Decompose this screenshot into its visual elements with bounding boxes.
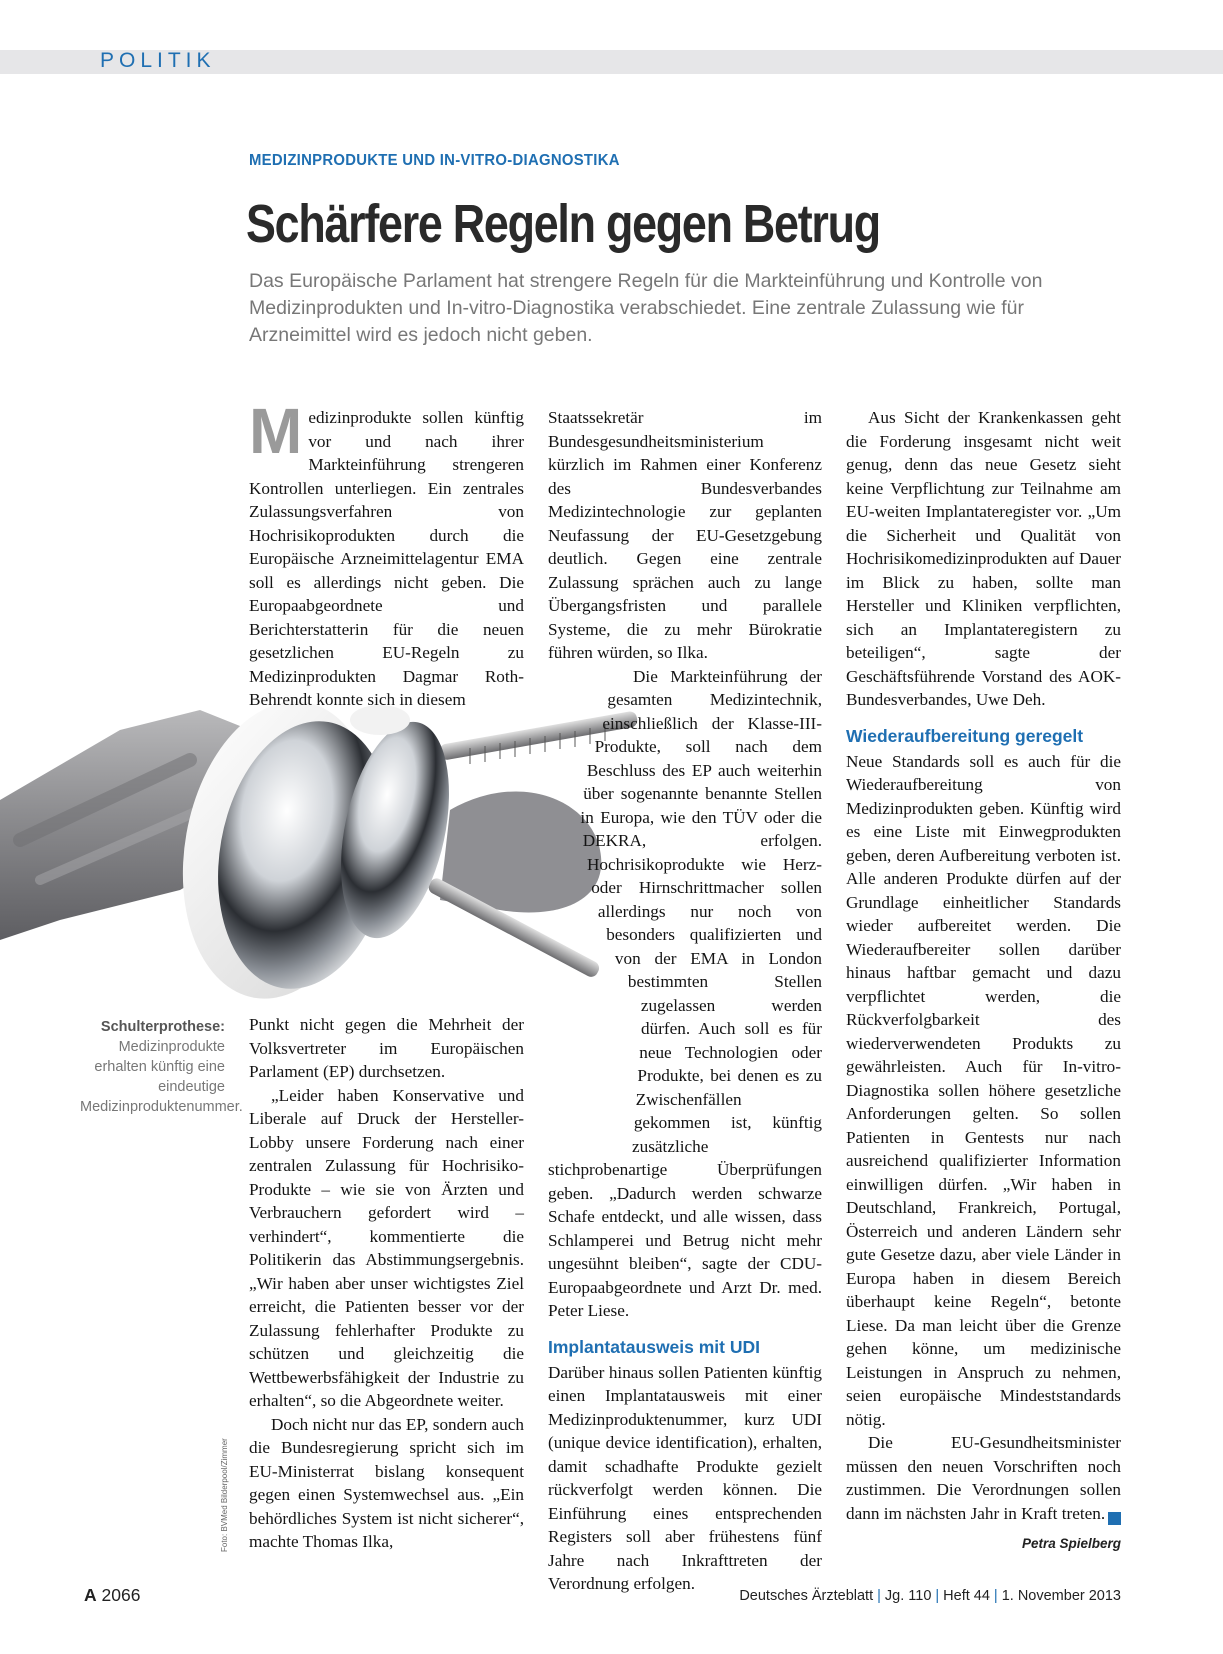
column-1-paragraph-1: edizinprodukte sollen künftig vor und nach ihrer Markteinführung strengeren Kontrollen unterliegen. Ein zentrales Zulassungsverfahren von Hochrisikoprodukten durch die Europäische Arzneimittelagentur EMA soll es allerdings nicht geben. Die Europaabgeordnete und Berichterstatterin für die neuen gesetzlichen EU-Regeln zu Medizinprodukten Dagmar Roth-Behrendt konnte sich in diesem xyxy=(249,408,524,709)
column-1-continued xyxy=(249,1013,524,1554)
column-3-paragraph-3: Die EU-Gesundheitsminister müssen den neuen Vorschriften noch zustimmen. Die Verordnungen sollen dann im nächsten Jahr in Kraft treten. xyxy=(846,1433,1121,1523)
column-1 xyxy=(249,395,524,712)
image-caption xyxy=(80,1017,243,1117)
caption-text: Medizinprodukte erhalten künftig eine eindeutige Medizinproduktenummer. xyxy=(80,1039,243,1115)
column-3-paragraph-2: Neue Standards soll es auch für die Wiederaufbereitung von Medizinprodukten geben. Künftig wird es eine Liste mit Einwegprodukten geben, deren Aufbereitung verboten ist. Alle anderen Produkte dürfen auf der Grundlage einheitlicher Standards wieder aufbereitet werden. Die Wiederaufbereiter sollen darüber hinaus haftbar gemacht und dazu verpflichtet werden, die Rückverfolgbarkeit des wiederverwendeten Produkts zu gewährleisten. Auch für In-vitro-Diagnostika sollen höhere gesetzliche Anforderungen gelten. So sollen Patienten in Gentests nur nach ausreichend qualifizierter Information einwilligen dürfen. „Wir haben in Deutschland, Frankreich, Portugal, Österreich und anderen Ländern sehr gute Gesetze dazu, aber viele Länder in Europa haben in diesem Bereich überhaupt keine Regeln“, betonte Liese. Da man leicht über die Grenze gehen könne, um medizinische Leistungen in Anspruch zu nehmen, seien europäische Mindeststandards nötig. xyxy=(846,751,1121,1429)
journal-issue: Heft 44 xyxy=(943,1588,990,1604)
caption-title: Schulterprothese: xyxy=(100,1019,225,1035)
column-2 xyxy=(548,406,822,1596)
journal-volume: Jg. 110 xyxy=(884,1588,932,1604)
end-mark xyxy=(1108,1512,1121,1525)
column-1-paragraph-2: Punkt nicht gegen die Mehrheit der Volksvertreter im Europäischen Parlament (EP) durchsetzen. xyxy=(249,1015,524,1081)
column-2-paragraph-2: Die Markteinführung der gesamten Medizintechnik, einschließlich der Klasse-III-Produkte, soll nach dem Beschluss des EP auch weiterhin über sogenannte benannte Stellen in Europa, wie den TÜV oder die DEKRA, erfolgen. Hochrisikoprodukte wie Herz- oder Hirnschrittmacher sollen allerdings nur noch von besonders qualifizierten und von der EMA in London bestimmten Stellen zugelassen werden dürfen. Auch soll es für neue Technologien oder Produkte, bei denen es zu Zwischenfällen gekommen ist, künftig zusätzliche stichprobenartige Überprüfungen geben. „Dadurch werden schwarze Schafe entdeckt, und alle wissen, dass Schlamperei und Betrug nicht mehr ungesühnt bleiben“, sagte der CDU-Europaabgeordnete und Arzt Dr. med. Peter Liese. xyxy=(548,666,822,1320)
column-3 xyxy=(846,406,1121,1525)
page-number-value: 2066 xyxy=(101,1585,141,1605)
column-1-paragraph-3: „Leider haben Konservative und Liberale auf Druck der Hersteller-Lobby unsere Forderung nach einer zentralen Zulassung für Hochrisiko-Produkte – wie sie von Ärzten und Verbrauchern gefordert wird – verhindert“, kommentierte die Politikerin das Abstimmungsergebnis. „Wir haben aber unser wichtigstes Ziel erreicht, die Patienten besser vor der Zulassung fehlerhafter Produkte zu schützen und gleichzeitig die Wettbewerbsfähigkeit der Industrie zu erhalten“, so die Abgeordnete weiter. xyxy=(249,1085,524,1410)
column-2-paragraph-3: Darüber hinaus sollen Patienten künftig einen Implantatausweis mit einer Medizinproduktenummer, kurz UDI (unique device identification), erhalten, damit schadhafte Produkte gezielt rückverfolgt werden können. Die Einführung eines entsprechenden Registers soll aber frühestens fünf Jahre nach Inkrafttreten der Verordnung erfolgen. xyxy=(548,1362,822,1593)
article-kicker: MEDIZINPRODUKTE UND IN-VITRO-DIAGNOSTIKA xyxy=(249,152,620,169)
section-label: POLITIK xyxy=(100,49,216,72)
page-prefix: A xyxy=(84,1585,97,1605)
dropcap: M xyxy=(249,395,303,467)
photo-credit: Foto: BVMed Bilderpool/Zimmer xyxy=(220,1438,229,1552)
column-2-paragraph-1: Staatssekretär im Bundesgesundheitsministerium kürzlich im Rahmen einer Konferenz des Bundesverbandes Medizintechnologie zur geplanten Neufassung der EU-Gesetzgebung deutlich. Gegen eine zentrale Zulassung sprächen auch zu lange Übergangsfristen und parallele Systeme, die zu mehr Bürokratie führen würden, so Ilka. xyxy=(548,408,822,662)
article-headline: Schärfere Regeln gegen Betrug xyxy=(246,194,880,254)
subheading-wiederaufbereitung: Wiederaufbereitung geregelt xyxy=(846,725,1084,746)
journal-name: Deutsches Ärzteblatt xyxy=(739,1588,874,1604)
journal-date: 1. November 2013 xyxy=(1001,1588,1121,1604)
author-name: Petra Spielberg xyxy=(1021,1536,1121,1551)
column-1-paragraph-4: Doch nicht nur das EP, sondern auch die Bundesregierung spricht sich im EU-Ministerrat bislang konsequent gegen einen Systemwechsel aus. „Ein behördliches System ist nicht sicherer“, machte Thomas Ilka, xyxy=(249,1414,524,1551)
page-number xyxy=(84,1585,140,1606)
column-3-paragraph-1: Aus Sicht der Krankenkassen geht die Forderung insgesamt nicht weit genug, denn das neue Gesetz sieht keine Verpflichtung zur Teilnahme am EU-weiten Implantateregister vor. „Um die Sicherheit und Qualität von Hochrisikomedizinprodukten auf Dauer im Blick zu haben, sollte man Hersteller und Kliniken verpflichten, sich an Implantateregistern zu beteiligen“, sagte der Geschäftsführende Vorstand des AOK-Bundesverbandes, Uwe Deh. xyxy=(846,408,1121,709)
subheading-udi: Implantatausweis mit UDI xyxy=(548,1336,760,1357)
article-lead: Das Europäische Parlament hat strengere Regeln für die Markteinführung und Kontrolle von Medizinprodukten und In-vitro-Diagnostika verabschiedet. Eine zentrale Zulassung wie für Arzneimittel wird es jedoch nicht geben. xyxy=(249,270,1043,346)
journal-info: Deutsches Ärzteblatt | Jg. 110 | Heft 44 | 1. November 2013 xyxy=(739,1588,1121,1604)
